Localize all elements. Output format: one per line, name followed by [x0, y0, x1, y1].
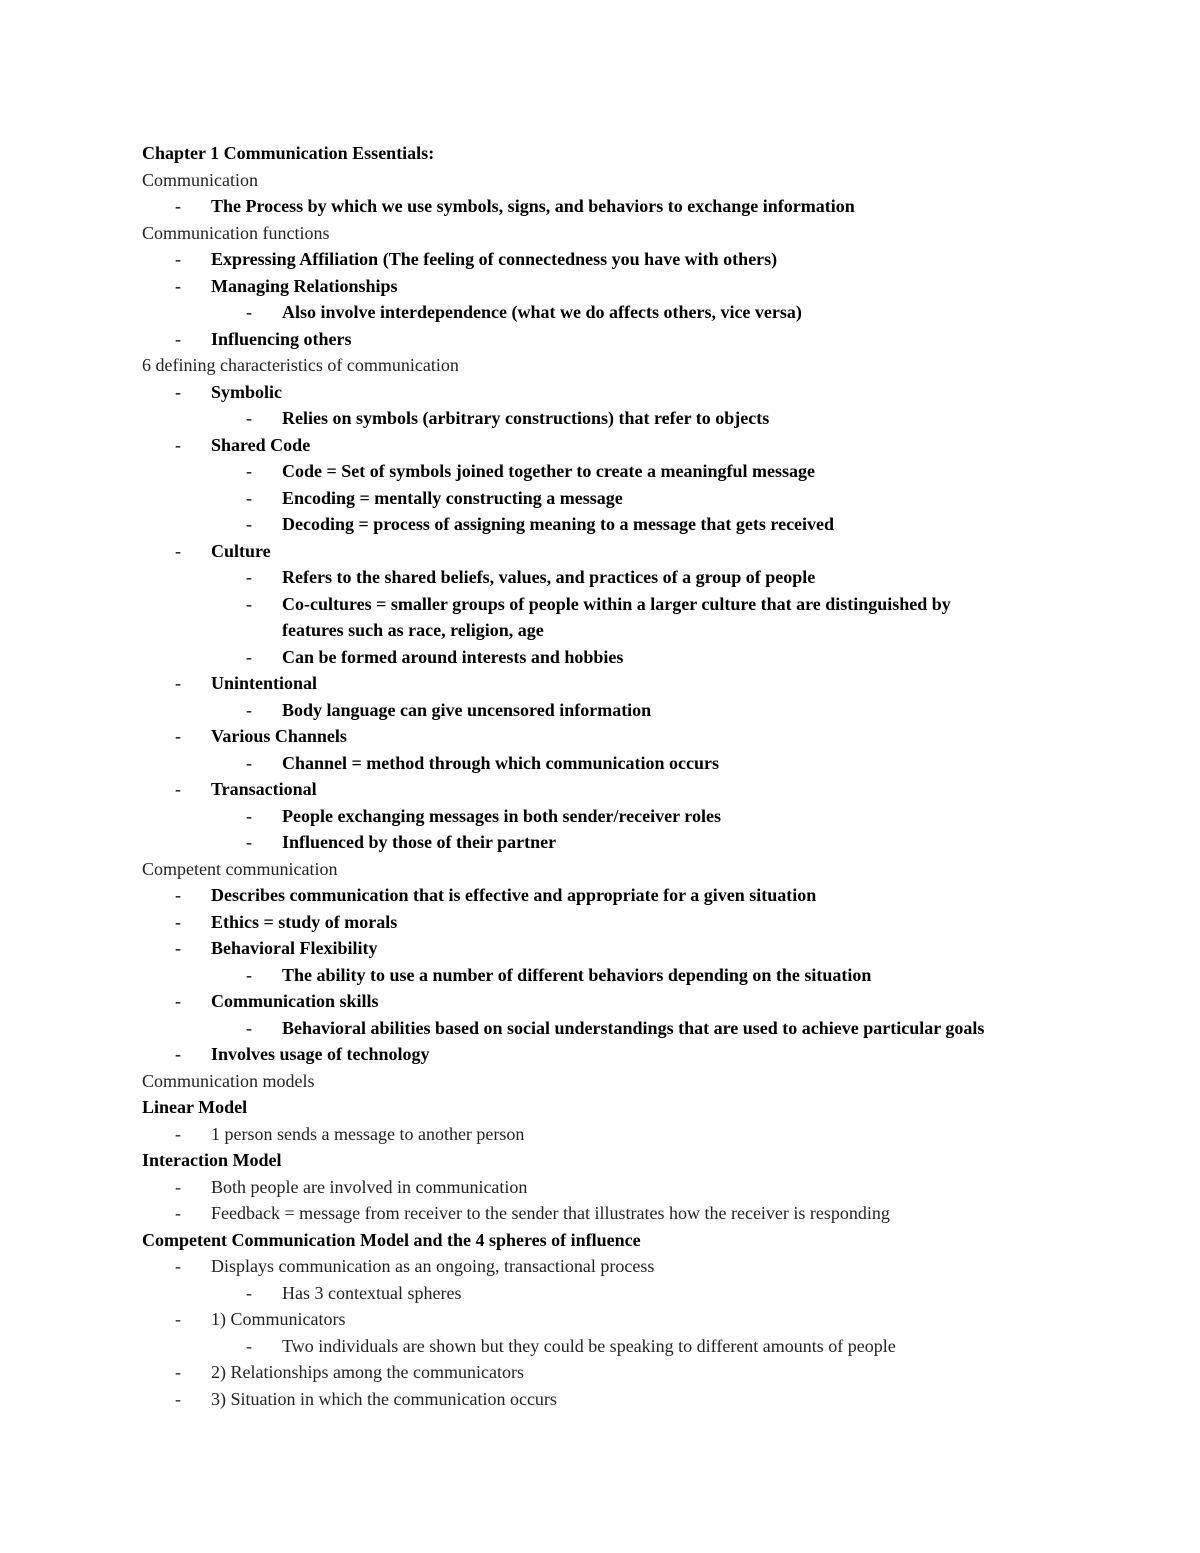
line-text: Linear Model [142, 1097, 248, 1117]
bullet-dash: - [175, 1203, 181, 1223]
line-text: Can be formed around interests and hobbies [282, 646, 624, 667]
bullet-dash: - [246, 964, 252, 985]
bullet-item [142, 962, 1142, 989]
bullet-item [142, 697, 1142, 724]
bullet-item [142, 670, 1142, 697]
line-text: Refers to the shared beliefs, values, and practices of a group of people [282, 567, 816, 587]
line-text: 6 defining characteristics of communication [142, 355, 459, 375]
bullet-dash: - [246, 752, 252, 773]
line-text: Communication functions [142, 222, 330, 243]
line-text: Decoding = process of assigning meaning to a message that gets received [282, 514, 835, 534]
bullet-dash: - [175, 540, 181, 561]
bullet-dash: - [246, 302, 252, 322]
bullet-item [142, 1280, 1142, 1307]
bullet-item [142, 1121, 1142, 1148]
heading-line [142, 220, 1142, 247]
bullet-item [142, 723, 1142, 750]
bullet-item [142, 1041, 1142, 1068]
line-text: 3) Situation in which the communication occurs [211, 1388, 557, 1409]
line-text: Various Channels [211, 726, 347, 746]
bullet-dash: - [175, 885, 181, 905]
bullet-dash: - [246, 1282, 252, 1303]
bullet-dash: - [175, 381, 181, 402]
bullet-dash: - [175, 911, 181, 932]
bullet-item [142, 1174, 1142, 1201]
bullet-item [142, 909, 1142, 936]
bullet-dash: - [175, 991, 181, 1011]
bullet-item [142, 458, 1142, 485]
line-text: Shared Code [211, 434, 311, 455]
bullet-item [142, 273, 1142, 300]
bullet-dash: - [175, 434, 181, 455]
bullet-dash: - [175, 249, 181, 269]
line-text: Behavioral abilities based on social understandings that are used to achieve particular goals [282, 1017, 985, 1038]
bullet-item [142, 1253, 1142, 1280]
line-text: Has 3 contextual spheres [282, 1282, 462, 1303]
bullet-dash: - [246, 805, 252, 826]
bullet-dash: - [175, 1388, 181, 1409]
bullet-dash: - [175, 275, 181, 296]
line-text: Involves usage of technology [211, 1044, 430, 1064]
line-text: Displays communication as an ongoing, transactional process [211, 1256, 655, 1276]
bullet-item [142, 617, 1142, 644]
line-text: 1 person sends a message to another person [211, 1123, 525, 1144]
bullet-item [142, 379, 1142, 406]
bullet-dash: - [246, 567, 252, 587]
bullet-item [142, 1200, 1142, 1227]
bullet-item [142, 591, 1142, 618]
line-text: Encoding = mentally constructing a message [282, 487, 623, 508]
line-text: 1) Communicators [211, 1309, 346, 1329]
document-body [142, 140, 1142, 1412]
bullet-item [142, 511, 1142, 538]
line-text: Culture [211, 540, 271, 561]
line-text: Influenced by those of their partner [282, 832, 557, 852]
bullet-dash: - [246, 832, 252, 852]
line-text: People exchanging messages in both sender/receiver roles [282, 805, 721, 826]
bullet-item [142, 299, 1142, 326]
heading-line [142, 856, 1142, 883]
bullet-item [142, 326, 1142, 353]
line-text: Channel = method through which communication occurs [282, 752, 719, 773]
heading-line [142, 1147, 1142, 1174]
bullet-item [142, 882, 1142, 909]
line-text: Code = Set of symbols joined together to create a meaningful message [282, 461, 816, 481]
line-text: Managing Relationships [211, 275, 398, 296]
bullet-item [142, 829, 1142, 856]
bullet-item [142, 485, 1142, 512]
bullet-dash: - [246, 1335, 252, 1356]
bullet-item [142, 432, 1142, 459]
bullet-dash: - [175, 726, 181, 746]
line-text: Transactional [211, 779, 317, 799]
line-text: Competent Communication Model and the 4 spheres of influence [142, 1229, 641, 1250]
bullet-dash: - [175, 1044, 181, 1064]
line-text: features such as race, religion, age [282, 620, 544, 640]
line-text: Body language can give uncensored information [282, 699, 652, 720]
heading-line [142, 140, 1142, 167]
bullet-item [142, 644, 1142, 671]
bullet-item [142, 750, 1142, 777]
bullet-dash: - [246, 461, 252, 481]
bullet-dash: - [175, 328, 181, 349]
line-text: Interaction Model [142, 1150, 282, 1170]
line-text: 2) Relationships among the communicators [211, 1362, 524, 1382]
line-text: Both people are involved in communication [211, 1176, 528, 1197]
line-text: Two individuals are shown but they could be speaking to different amounts of people [282, 1335, 896, 1356]
bullet-item [142, 1015, 1142, 1042]
line-text: Also involve interdependence (what we do affects others, vice versa) [282, 302, 802, 322]
line-text: Relies on symbols (arbitrary constructions) that refer to objects [282, 408, 770, 428]
bullet-dash: - [246, 408, 252, 428]
bullet-item [142, 1306, 1142, 1333]
bullet-dash: - [246, 487, 252, 508]
bullet-item [142, 564, 1142, 591]
bullet-dash: - [175, 1309, 181, 1329]
bullet-item [142, 405, 1142, 432]
bullet-dash: - [175, 779, 181, 799]
line-text: Competent communication [142, 858, 338, 879]
bullet-item [142, 1386, 1142, 1413]
bullet-item [142, 988, 1142, 1015]
bullet-item [142, 538, 1142, 565]
bullet-dash: - [175, 1362, 181, 1382]
heading-line [142, 1227, 1142, 1254]
bullet-dash: - [246, 1017, 252, 1038]
line-text: Behavioral Flexibility [211, 938, 378, 958]
heading-line [142, 1094, 1142, 1121]
bullet-dash: - [246, 646, 252, 667]
bullet-item [142, 193, 1142, 220]
line-text: Chapter 1 Communication Essentials: [142, 143, 435, 163]
line-text: Ethics = study of morals [211, 911, 398, 932]
bullet-dash: - [175, 1256, 181, 1276]
bullet-item [142, 1359, 1142, 1386]
heading-line [142, 352, 1142, 379]
bullet-item [142, 935, 1142, 962]
line-text: The Process by which we use symbols, signs, and behaviors to exchange information [211, 196, 855, 216]
bullet-dash: - [175, 673, 181, 693]
bullet-item [142, 776, 1142, 803]
line-text: Expressing Affiliation (The feeling of connectedness you have with others) [211, 249, 778, 269]
bullet-dash: - [175, 1123, 181, 1144]
heading-line [142, 167, 1142, 194]
bullet-item [142, 1333, 1142, 1360]
bullet-dash: - [175, 938, 181, 958]
line-text: Communication models [142, 1070, 315, 1091]
bullet-dash: - [175, 1176, 181, 1197]
line-text: Symbolic [211, 381, 283, 402]
heading-line [142, 1068, 1142, 1095]
line-text: Describes communication that is effective and appropriate for a given situation [211, 885, 817, 905]
line-text: Co-cultures = smaller groups of people within a larger culture that are distinguished by [282, 593, 951, 614]
bullet-dash: - [246, 699, 252, 720]
bullet-dash: - [246, 593, 252, 614]
line-text: Communication [142, 169, 258, 190]
bullet-dash: - [175, 196, 181, 216]
line-text: Feedback = message from receiver to the sender that illustrates how the receiver is responding [211, 1203, 890, 1223]
line-text: Unintentional [211, 673, 318, 693]
line-text: The ability to use a number of different behaviors depending on the situation [282, 964, 872, 985]
line-text: Influencing others [211, 328, 352, 349]
bullet-item [142, 803, 1142, 830]
bullet-item [142, 246, 1142, 273]
line-text: Communication skills [211, 991, 379, 1011]
bullet-dash: - [246, 514, 252, 534]
